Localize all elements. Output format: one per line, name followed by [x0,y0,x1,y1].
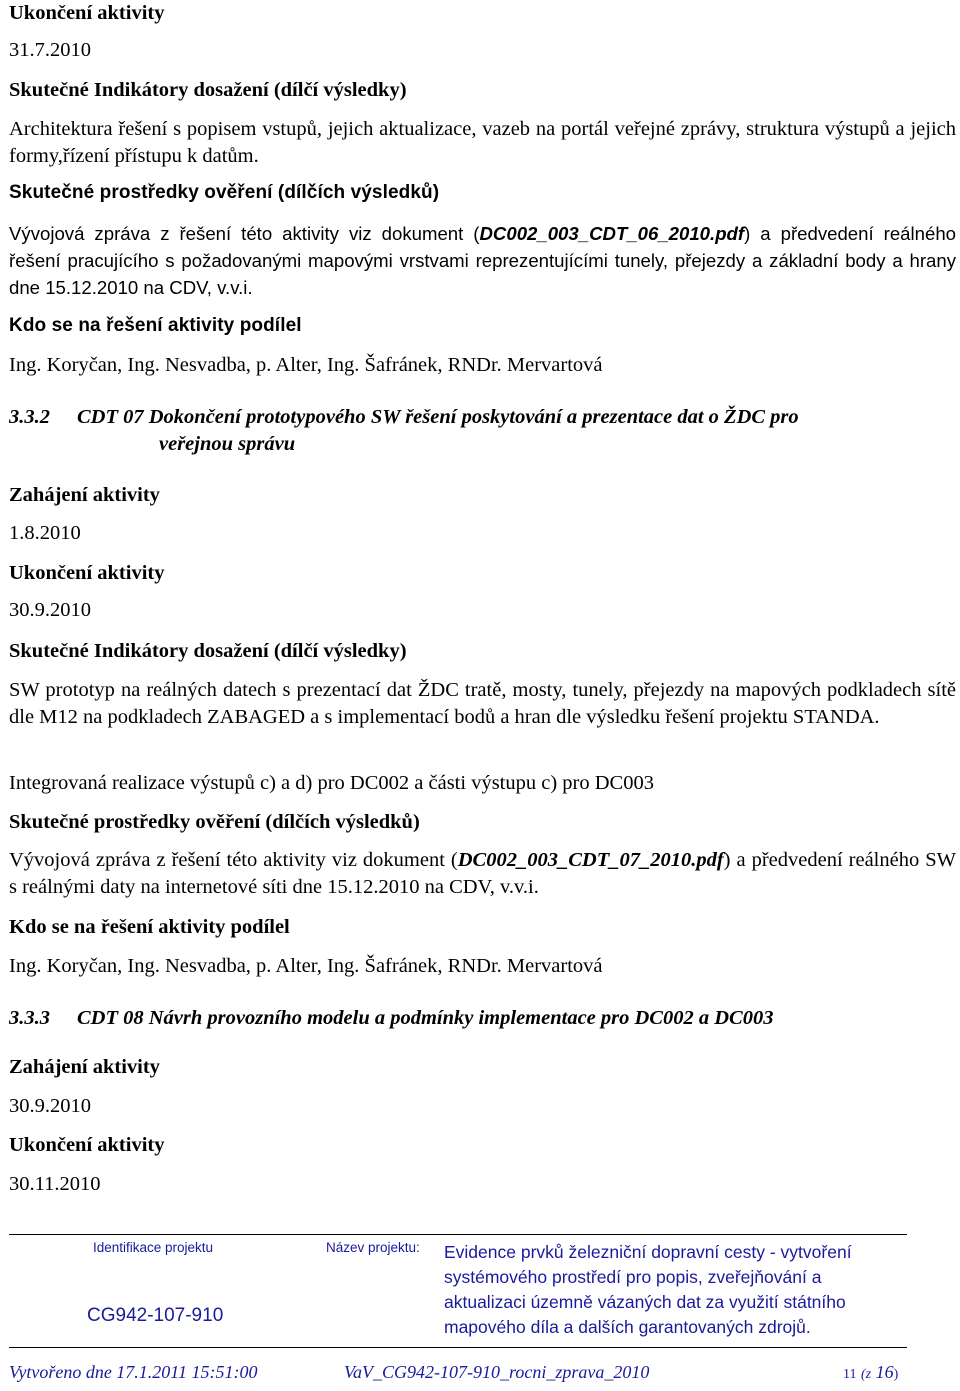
participants-text: Ing. Koryčan, Ing. Nesvadba, p. Alter, Ing. Šafránek, RNDr. Mervartová [9,354,603,376]
participants-heading: Kdo se na řešení aktivity podílel [9,916,290,938]
start-date: 1.8.2010 [9,522,81,544]
footer-mid-rule [9,1347,907,1348]
section-heading-3-3-3 [9,1005,773,1032]
document-reference: DC002_003_CDT_07_2010.pdf [457,849,724,871]
project-id-label: Identifikace projektu [93,1240,214,1255]
section-number: 3.3.2 [9,406,50,428]
section-heading-3-3-2 [9,404,799,431]
start-heading: Zahájení aktivity [9,484,160,506]
participants-heading: Kdo se na řešení aktivity podílel [9,315,302,336]
verification-heading: Skutečné prostředky ověření (dílčích výsledků) [9,811,420,833]
integration-text: Integrovaná realizace výstupů c) a d) pro DC002 a části výstupu c) pro DC003 [9,772,654,794]
created-date: Vytvořeno dne 17.1.2011 15:51:00 [9,1362,258,1382]
document-reference: DC002_003_CDT_06_2010.pdf [479,223,745,244]
section-title: CDT 08 Návrh provozního modelu a podmínky implementace pro DC002 a DC003 [77,1007,774,1029]
section-title-continued: veřejnou správu [159,433,296,455]
end-date: 30.9.2010 [9,599,91,621]
project-name-value: Evidence prvků železniční dopravní cesty - vytvoření systémového prostředí pro popis, zveřejňování a aktualizaci územně vázaných dat za využití státního mapového díla a dalších garantovaných zdrojů. [444,1242,852,1337]
end-heading: Ukončení aktivity [9,2,165,24]
verification-heading: Skutečné prostředky ověření (dílčích výsledků) [9,182,440,203]
indicators-text: SW prototyp na reálných datech s prezentací dat ŽDC tratě, mosty, tunely, přejezdy na mapových podkladech sítě dle M12 na podkladech ZABAGED a s implementací bodů a hran dle výsledku řešení projektu STANDA. [9,679,956,728]
end-date: 31.7.2010 [9,39,91,61]
page-footer [0,1234,960,1391]
start-heading: Zahájení aktivity [9,1056,160,1078]
project-name-label: Název projektu: [326,1240,420,1255]
verification-text: Vývojová zpráva z řešení této aktivity viz dokument (DC002_003_CDT_07_2010.pdf) a předvedení reálného SW s reálnými daty na internetové síti dne 15.12.2010 na CDV, v.v.i. [9,849,956,898]
end-date: 30.11.2010 [9,1173,101,1195]
verification-text: Vývojová zpráva z řešení této aktivity viz dokument (DC002_003_CDT_06_2010.pdf) a předvedení reálného řešení pracujícího s požadovanými mapovými vrstvami reprezentujícími tunely, přejezdy a základní body a hrany dne 15.12.2010 na CDV, v.v.i. [9,223,956,298]
section-number: 3.3.3 [9,1007,50,1029]
project-id-value: CG942-107-910 [87,1305,224,1326]
participants-text: Ing. Koryčan, Ing. Nesvadba, p. Alter, Ing. Šafránek, RNDr. Mervartová [9,955,603,977]
footer-top-rule [9,1234,907,1235]
end-heading: Ukončení aktivity [9,1134,165,1156]
indicators-heading: Skutečné Indikátory dosažení (dílčí výsledky) [9,640,407,662]
file-name: VaV_CG942-107-910_rocni_zprava_2010 [344,1362,650,1382]
end-heading: Ukončení aktivity [9,562,165,584]
start-date: 30.9.2010 [9,1095,91,1117]
section-title: CDT 07 Dokončení prototypového SW řešení poskytování a prezentace dat o ŽDC pro [77,406,799,428]
indicators-text: Architektura řešení s popisem vstupů, jejich aktualizace, vazeb na portál veřejné zprávy, struktura výstupů a jejich formy,řízení přístupu k datům. [9,118,956,167]
page-number: 11 (z 16) [843,1362,899,1382]
indicators-heading: Skutečné Indikátory dosažení (dílčí výsledky) [9,79,407,101]
